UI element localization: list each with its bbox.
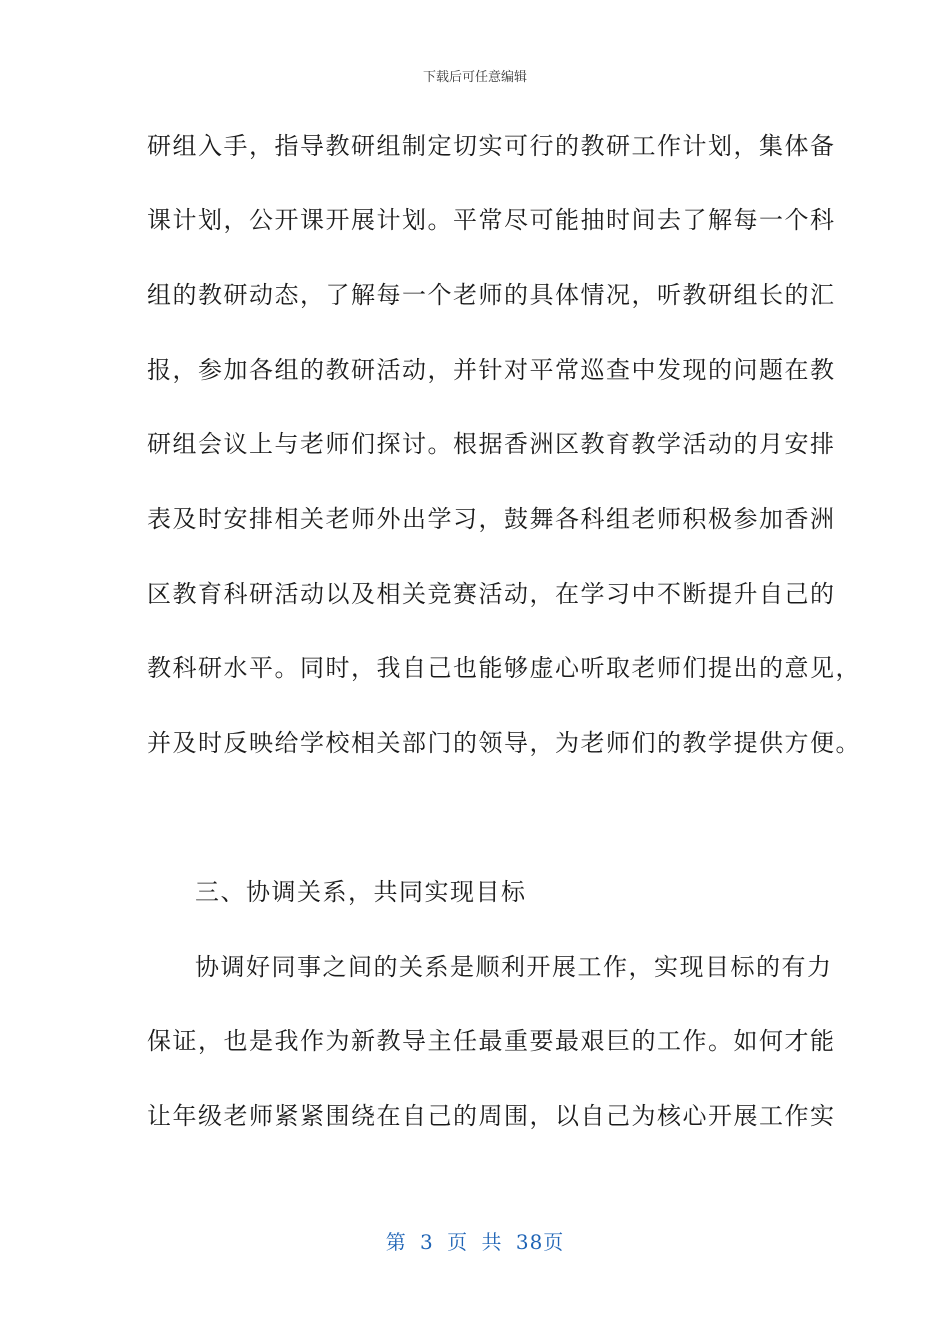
paragraph2-line-1: 协调好同事之间的关系是顺利开展工作，实现目标的有力: [195, 953, 833, 981]
text-line-3: 组的教研动态，了解每一个老师的具体情况，听教研组长的汇: [147, 281, 836, 309]
text-line-8: 教科研水平。同时，我自己也能够虚心听取老师们提出的意见，: [147, 654, 861, 682]
paragraph2-line-3: 让年级老师紧紧围绕在自己的周围，以自己为核心开展工作实: [147, 1102, 836, 1130]
text-line-2: 课计划，公开课开展计划。平常尽可能抽时间去了解每一个科: [147, 206, 836, 234]
section-heading: 三、协调关系，共同实现目标: [195, 878, 527, 906]
text-line-9: 并及时反映给学校相关部门的领导，为老师们的教学提供方便。: [147, 729, 861, 757]
paragraph2-line-2: 保证，也是我作为新教导主任最重要最艰巨的工作。如何才能: [147, 1027, 836, 1055]
text-line-7: 区教育科研活动以及相关竞赛活动，在学习中不断提升自己的: [147, 580, 836, 608]
text-line-5: 研组会议上与老师们探讨。根据香洲区教育教学活动的月安排: [147, 430, 836, 458]
page-header: 下载后可任意编辑: [422, 70, 527, 85]
text-line-4: 报，参加各组的教研活动，并针对平常巡查中发现的问题在教: [147, 356, 836, 384]
page-number-footer: 第 3 页 共 38页: [385, 1230, 565, 1254]
text-line-1: 研组入手，指导教研组制定切实可行的教研工作计划，集体备: [147, 132, 836, 160]
text-line-6: 表及时安排相关老师外出学习，鼓舞各科组老师积极参加香洲: [147, 505, 836, 533]
